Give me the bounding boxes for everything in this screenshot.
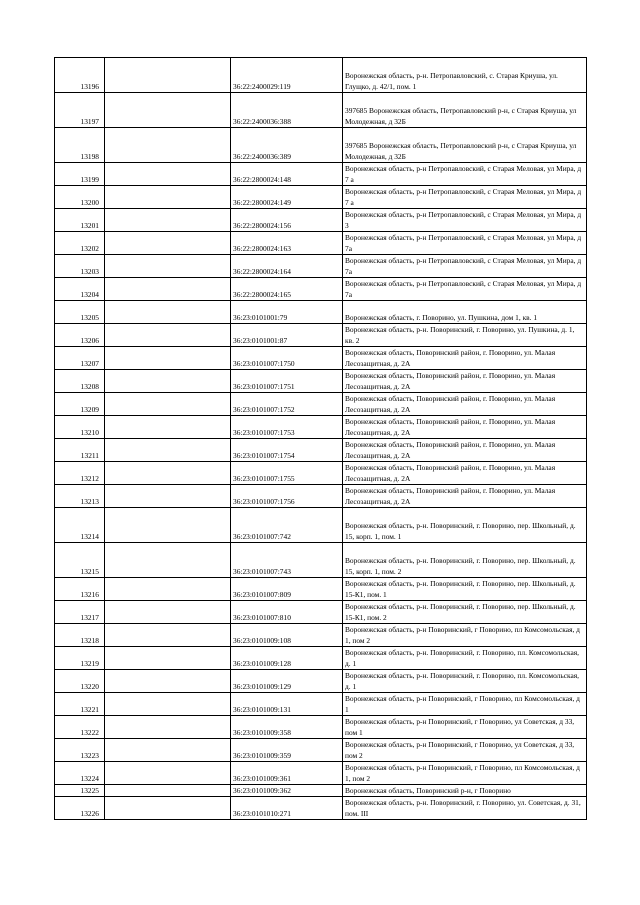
empty-cell — [105, 543, 231, 578]
row-number: 13222 — [55, 716, 105, 739]
row-number: 13197 — [55, 93, 105, 128]
address-cell: Воронежская область, р-н Петропавловский, с Старая Меловая, ул Мира, д 7а — [343, 255, 587, 278]
table-row — [55, 797, 587, 820]
empty-cell — [105, 601, 231, 624]
row-number: 13203 — [55, 255, 105, 278]
row-number: 13214 — [55, 508, 105, 543]
cadastral-number: 36:22:2400029:119 — [231, 58, 343, 93]
row-number: 13204 — [55, 278, 105, 301]
empty-cell — [105, 578, 231, 601]
empty-cell — [105, 128, 231, 163]
address-cell: Воронежская область, г. Поворино, ул. Пушкина, дом 1, кв. 1 — [343, 301, 587, 324]
row-number: 13223 — [55, 739, 105, 762]
cadastral-number: 36:23:0101009:361 — [231, 762, 343, 785]
empty-cell — [105, 163, 231, 186]
empty-cell — [105, 693, 231, 716]
table-row — [55, 670, 587, 693]
empty-cell — [105, 624, 231, 647]
table-row — [55, 624, 587, 647]
cadastral-number: 36:23:0101007:1752 — [231, 393, 343, 416]
table-row — [55, 439, 587, 462]
row-number: 13224 — [55, 762, 105, 785]
empty-cell — [105, 324, 231, 347]
row-number: 13225 — [55, 785, 105, 797]
empty-cell — [105, 462, 231, 485]
empty-cell — [105, 186, 231, 209]
row-number: 13201 — [55, 209, 105, 232]
empty-cell — [105, 670, 231, 693]
cadastral-number: 36:22:2800024:148 — [231, 163, 343, 186]
row-number: 13207 — [55, 347, 105, 370]
empty-cell — [105, 347, 231, 370]
cadastral-number: 36:23:0101007:1751 — [231, 370, 343, 393]
empty-cell — [105, 255, 231, 278]
cadastral-number: 36:23:0101007:809 — [231, 578, 343, 601]
cadastral-number: 36:23:0101007:742 — [231, 508, 343, 543]
table-row — [55, 393, 587, 416]
empty-cell — [105, 58, 231, 93]
table-row — [55, 347, 587, 370]
empty-cell — [105, 93, 231, 128]
table-row — [55, 508, 587, 543]
cadastral-number: 36:23:0101009:131 — [231, 693, 343, 716]
address-cell: Воронежская область, Поворинский р-н, г Поворино — [343, 785, 587, 797]
address-cell: Воронежская область, Поворинский район, г. Поворино, ул. Малая Лесозащитная, д. 2А — [343, 439, 587, 462]
cadastral-number: 36:22:2800024:163 — [231, 232, 343, 255]
address-cell: Воронежская область, Поворинский район, г. Поворино, ул. Малая Лесозащитная, д. 2А — [343, 393, 587, 416]
address-cell: Воронежская область, р-н Поворинский, г Поворино, пл Комсомольская, д 1, пом 2 — [343, 762, 587, 785]
table-row — [55, 58, 587, 93]
row-number: 13196 — [55, 58, 105, 93]
row-number: 13226 — [55, 797, 105, 820]
table-row — [55, 601, 587, 624]
address-cell: Воронежская область, р-н Петропавловский, с Старая Меловая, ул Мира, д 7 а — [343, 163, 587, 186]
table-row — [55, 578, 587, 601]
cadastral-number: 36:23:0101007:1756 — [231, 485, 343, 508]
table-row — [55, 416, 587, 439]
cadastral-number: 36:22:2800024:164 — [231, 255, 343, 278]
table-row — [55, 324, 587, 347]
cadastral-number: 36:23:0101009:108 — [231, 624, 343, 647]
empty-cell — [105, 785, 231, 797]
address-cell: Воронежская область, р-н Поворинский, г Поворино, ул Советская, д 33, пом 1 — [343, 716, 587, 739]
row-number: 13208 — [55, 370, 105, 393]
table-row — [55, 255, 587, 278]
cadastral-number: 36:22:2400036:388 — [231, 93, 343, 128]
address-cell: Воронежская область, р-н. Поворинский, г. Поворино, пл. Комсомольская, д. 1 — [343, 647, 587, 670]
row-number: 13212 — [55, 462, 105, 485]
address-cell: Воронежская область, р-н. Петропавловский, с. Старая Криуша, ул. Глущко, д. 42/1, пом. 1 — [343, 58, 587, 93]
cadastral-number: 36:23:0101001:87 — [231, 324, 343, 347]
empty-cell — [105, 393, 231, 416]
table-row — [55, 232, 587, 255]
empty-cell — [105, 797, 231, 820]
empty-cell — [105, 416, 231, 439]
row-number: 13213 — [55, 485, 105, 508]
address-cell: Воронежская область, Поворинский район, г. Поворино, ул. Малая Лесозащитная, д. 2А — [343, 347, 587, 370]
address-cell: Воронежская область, р-н Поворинский, г Поворино, ул Советская, д 33, пом 2 — [343, 739, 587, 762]
cadastral-number: 36:23:0101007:1750 — [231, 347, 343, 370]
row-number: 13200 — [55, 186, 105, 209]
address-cell: Воронежская область, Поворинский район, г. Поворино, ул. Малая Лесозащитная, д. 2А — [343, 416, 587, 439]
cadastral-number: 36:23:0101010:271 — [231, 797, 343, 820]
address-cell: Воронежская область, р-н Петропавловский, с Старая Меловая, ул Мира, д 7а — [343, 278, 587, 301]
row-number: 13211 — [55, 439, 105, 462]
row-number: 13216 — [55, 578, 105, 601]
table-row — [55, 785, 587, 797]
row-number: 13219 — [55, 647, 105, 670]
cadastral-number: 36:22:2800024:156 — [231, 209, 343, 232]
cadastral-number: 36:23:0101007:810 — [231, 601, 343, 624]
address-cell: Воронежская область, Поворинский район, г. Поворино, ул. Малая Лесозащитная, д. 2А — [343, 462, 587, 485]
address-cell: Воронежская область, р-н Петропавловский, с Старая Меловая, ул Мира, д 7а — [343, 232, 587, 255]
address-cell: Воронежская область, р-н. Поворинский, г. Поворино, пер. Школьный, д. 15-К1, пом. 1 — [343, 578, 587, 601]
row-number: 13209 — [55, 393, 105, 416]
row-number: 13221 — [55, 693, 105, 716]
table-row — [55, 762, 587, 785]
empty-cell — [105, 762, 231, 785]
address-cell: Воронежская область, р-н. Поворинский, г. Поворино, пер. Школьный, д. 15, корп. 1, пом. 1 — [343, 508, 587, 543]
empty-cell — [105, 370, 231, 393]
empty-cell — [105, 508, 231, 543]
address-cell: Воронежская область, р-н. Поворинский, г. Поворино, пер. Школьный, д. 15, корп. 1, пом. 2 — [343, 543, 587, 578]
table-row — [55, 128, 587, 163]
table-row — [55, 278, 587, 301]
table-row — [55, 485, 587, 508]
row-number: 13210 — [55, 416, 105, 439]
cadastral-number: 36:22:2800024:149 — [231, 186, 343, 209]
table-row — [55, 462, 587, 485]
table-row — [55, 739, 587, 762]
table-row — [55, 301, 587, 324]
cadastral-number: 36:23:0101009:359 — [231, 739, 343, 762]
table-row — [55, 163, 587, 186]
cadastral-number: 36:23:0101007:1755 — [231, 462, 343, 485]
cadastral-number: 36:23:0101009:358 — [231, 716, 343, 739]
table-row — [55, 370, 587, 393]
row-number: 13220 — [55, 670, 105, 693]
table-row — [55, 716, 587, 739]
table-row — [55, 543, 587, 578]
table-row — [55, 209, 587, 232]
registry-body — [55, 58, 587, 820]
address-cell: Воронежская область, р-н Петропавловский, с Старая Меловая, ул Мира, д 7 а — [343, 186, 587, 209]
cadastral-number: 36:23:0101007:1753 — [231, 416, 343, 439]
cadastral-number: 36:23:0101009:129 — [231, 670, 343, 693]
row-number: 13217 — [55, 601, 105, 624]
cadastral-number: 36:23:0101009:128 — [231, 647, 343, 670]
cadastral-number: 36:23:0101009:362 — [231, 785, 343, 797]
row-number: 13218 — [55, 624, 105, 647]
table-row — [55, 186, 587, 209]
table-row — [55, 693, 587, 716]
empty-cell — [105, 278, 231, 301]
row-number: 13206 — [55, 324, 105, 347]
empty-cell — [105, 301, 231, 324]
address-cell: Воронежская область, Поворинский район, г. Поворино, ул. Малая Лесозащитная, д. 2А — [343, 370, 587, 393]
address-cell: Воронежская область, р-н. Поворинский, г. Поворино, пер. Школьный, д. 15-К1, пом. 2 — [343, 601, 587, 624]
row-number: 13198 — [55, 128, 105, 163]
empty-cell — [105, 739, 231, 762]
empty-cell — [105, 232, 231, 255]
row-number: 13205 — [55, 301, 105, 324]
cadastral-number: 36:22:2400036:389 — [231, 128, 343, 163]
cadastral-number: 36:23:0101007:743 — [231, 543, 343, 578]
row-number: 13199 — [55, 163, 105, 186]
address-cell: Воронежская область, р-н. Поворинский, г. Поворино, пл. Комсомольская, д. 1 — [343, 670, 587, 693]
address-cell: 397685 Воронежская область, Петропавловский р-н, с Старая Криуша, ул Молодежная, д 32Б — [343, 93, 587, 128]
address-cell: Воронежская область, Поворинский район, г. Поворино, ул. Малая Лесозащитная, д. 2А — [343, 485, 587, 508]
empty-cell — [105, 485, 231, 508]
row-number: 13202 — [55, 232, 105, 255]
empty-cell — [105, 209, 231, 232]
address-cell: Воронежская область, р-н Поворинский, г Поворино, пл Комсомольская, д 1, пом 2 — [343, 624, 587, 647]
cadastral-number: 36:22:2800024:165 — [231, 278, 343, 301]
empty-cell — [105, 439, 231, 462]
address-cell: Воронежская область, р-н Петропавловский, с Старая Меловая, ул Мира, д 3 — [343, 209, 587, 232]
cadastral-number: 36:23:0101001:79 — [231, 301, 343, 324]
table-row — [55, 647, 587, 670]
address-cell: Воронежская область, р-н. Поворинский, г. Поворино, ул. Советская, д. 31, пом. III — [343, 797, 587, 820]
row-number: 13215 — [55, 543, 105, 578]
registry-table — [54, 57, 587, 820]
address-cell: Воронежская область, р-н Поворинский, г Поворино, пл Комсомольская, д 1 — [343, 693, 587, 716]
cadastral-number: 36:23:0101007:1754 — [231, 439, 343, 462]
address-cell: Воронежская область, р-н. Поворинский, г. Поворино, ул. Пушкина, д. 1, кв. 2 — [343, 324, 587, 347]
table-row — [55, 93, 587, 128]
empty-cell — [105, 647, 231, 670]
address-cell: 397685 Воронежская область, Петропавловский р-н, с Старая Криуша, ул Молодежная, д 32Б — [343, 128, 587, 163]
empty-cell — [105, 716, 231, 739]
